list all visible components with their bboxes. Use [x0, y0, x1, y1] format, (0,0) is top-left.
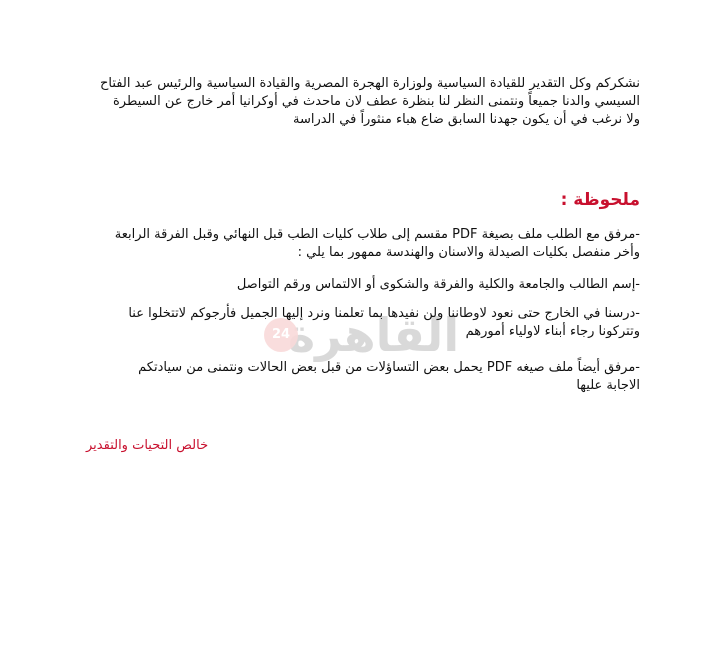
text-line: ولا نرغب في أن يكون جهدنا السابق ضاع هباء منثوراً في الدراسة — [292, 112, 640, 127]
text-line: وأخر منفصل بكليات الصيدلة والاسنان والهندسة ممهور بما يلي : — [297, 245, 640, 260]
text-line: -مرفق مع الطلب ملف بصيغة PDF مقسم إلى طلاب كليات الطب قبل النهائي وقبل الفرقة الرابعة — [114, 227, 640, 242]
text-line: -درسنا في الخارج حتى نعود لاوطاننا ولن نفيدها بما تعلمنا ونرد إليها الجميل فأرجوكم لاتتخلوا عنا — [128, 306, 640, 321]
watermark-badge: 24 — [264, 318, 298, 352]
text-line: السيسي والدنا جميعاً ونتمنى النظر لنا بنظرة عطف لان ماحدث في أوكرانيا أمر خارج عن السيطرة — [112, 94, 640, 109]
watermark-text: القاهرة — [288, 308, 460, 362]
note-item-questions-pdf — [60, 359, 640, 395]
note-item-student-fields — [60, 276, 640, 294]
text-line: الاجابة عليها — [576, 378, 640, 393]
text-line: -مرفق أيضاً ملف صيغه PDF يحمل بعض التساؤلات من قبل بعض الحالات ونتمنى من سيادتكم — [138, 360, 640, 375]
note-heading: ملحوظة : — [560, 190, 640, 210]
text-line: نشكركم وكل التقدير للقيادة السياسية ولوزارة الهجرة المصرية والقيادة السياسية والرئيس عبد الفتاح — [100, 76, 640, 91]
text-line: -إسم الطالب والجامعة والكلية والفرقة والشكوى أو الالتماس ورقم التواصل — [236, 277, 640, 292]
text-line: وتتركونا رجاء أبناء لاولياء أمورهم — [465, 324, 640, 339]
closing-greeting: خالص التحيات والتقدير — [86, 438, 209, 453]
note-item-attachment-pdf — [60, 226, 640, 262]
note-item-studied-abroad — [60, 305, 640, 341]
thanks-paragraph — [60, 75, 640, 129]
